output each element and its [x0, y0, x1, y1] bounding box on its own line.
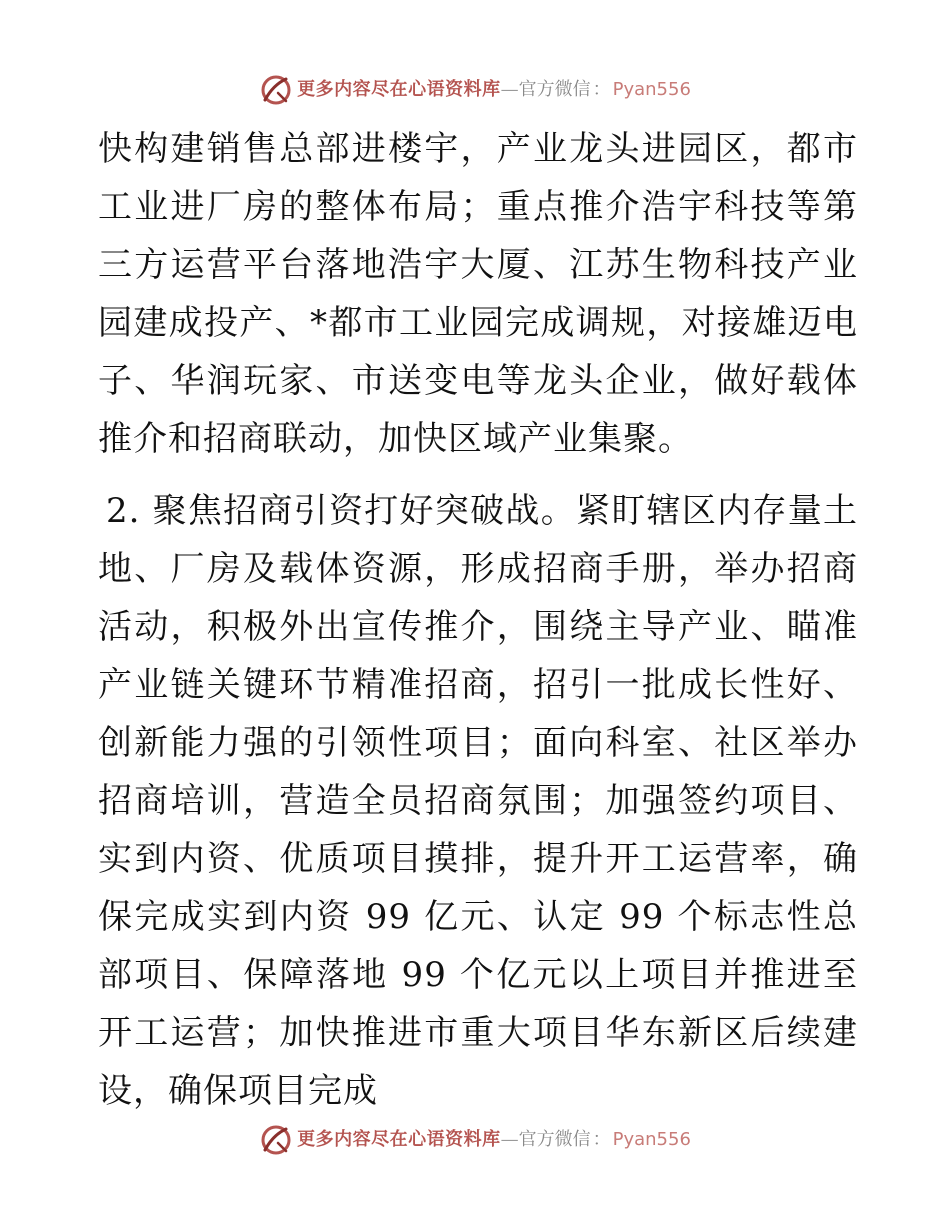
watermark-separator: ： — [592, 79, 611, 100]
document-body — [98, 120, 858, 1120]
header-watermark — [0, 68, 950, 112]
watermark-text: 更多内容尽在心语资料库 — [297, 1129, 501, 1150]
red-circle-pen-logo-icon — [259, 73, 293, 107]
watermark-wechat-id: Pyan556 — [612, 79, 691, 100]
watermark-separator: ： — [592, 1129, 611, 1150]
paragraph-1: 快构建销售总部进楼宇，产业龙头进园区，都市工业进厂房的整体布局；重点推介浩宇科技等第三方运营平台落地浩宇大厦、江苏生物科技产业园建成投产、*都市工业园完成调规，对接雄迈电子、华润玩家、市送变电等龙头企业，做好载体推介和招商联动，加快区域产业集聚。 — [98, 129, 858, 459]
watermark-dash: — — [500, 1129, 519, 1150]
watermark-text: 更多内容尽在心语资料库 — [297, 79, 501, 100]
watermark-dash: — — [500, 79, 519, 100]
red-circle-pen-logo-icon — [259, 1123, 293, 1157]
watermark-wechat-label: 官方微信 — [518, 79, 591, 100]
watermark-wechat-id: Pyan556 — [612, 1129, 691, 1150]
footer-watermark — [0, 1118, 950, 1162]
watermark-wechat-label: 官方微信 — [518, 1129, 591, 1150]
paragraph-2: 2. 聚焦招商引资打好突破战。紧盯辖区内存量土地、厂房及载体资源，形成招商手册，举办招商活动，积极外出宣传推介，围绕主导产业、瞄准产业链关键环节精准招商，招引一批成长性好、创新能力强的引领性项目；面向科室、社区举办招商培训，营造全员招商氛围；加强签约项目、实到内资、优质项目摸排，提升开工运营率，确保完成实到内资 99 亿元、认定 99 个标志性总部项目、保障落地 99 个亿元以上项目并推进至开工运营；加快推进市重大项目华东新区后续建设，确保项目完成 — [98, 491, 858, 1111]
